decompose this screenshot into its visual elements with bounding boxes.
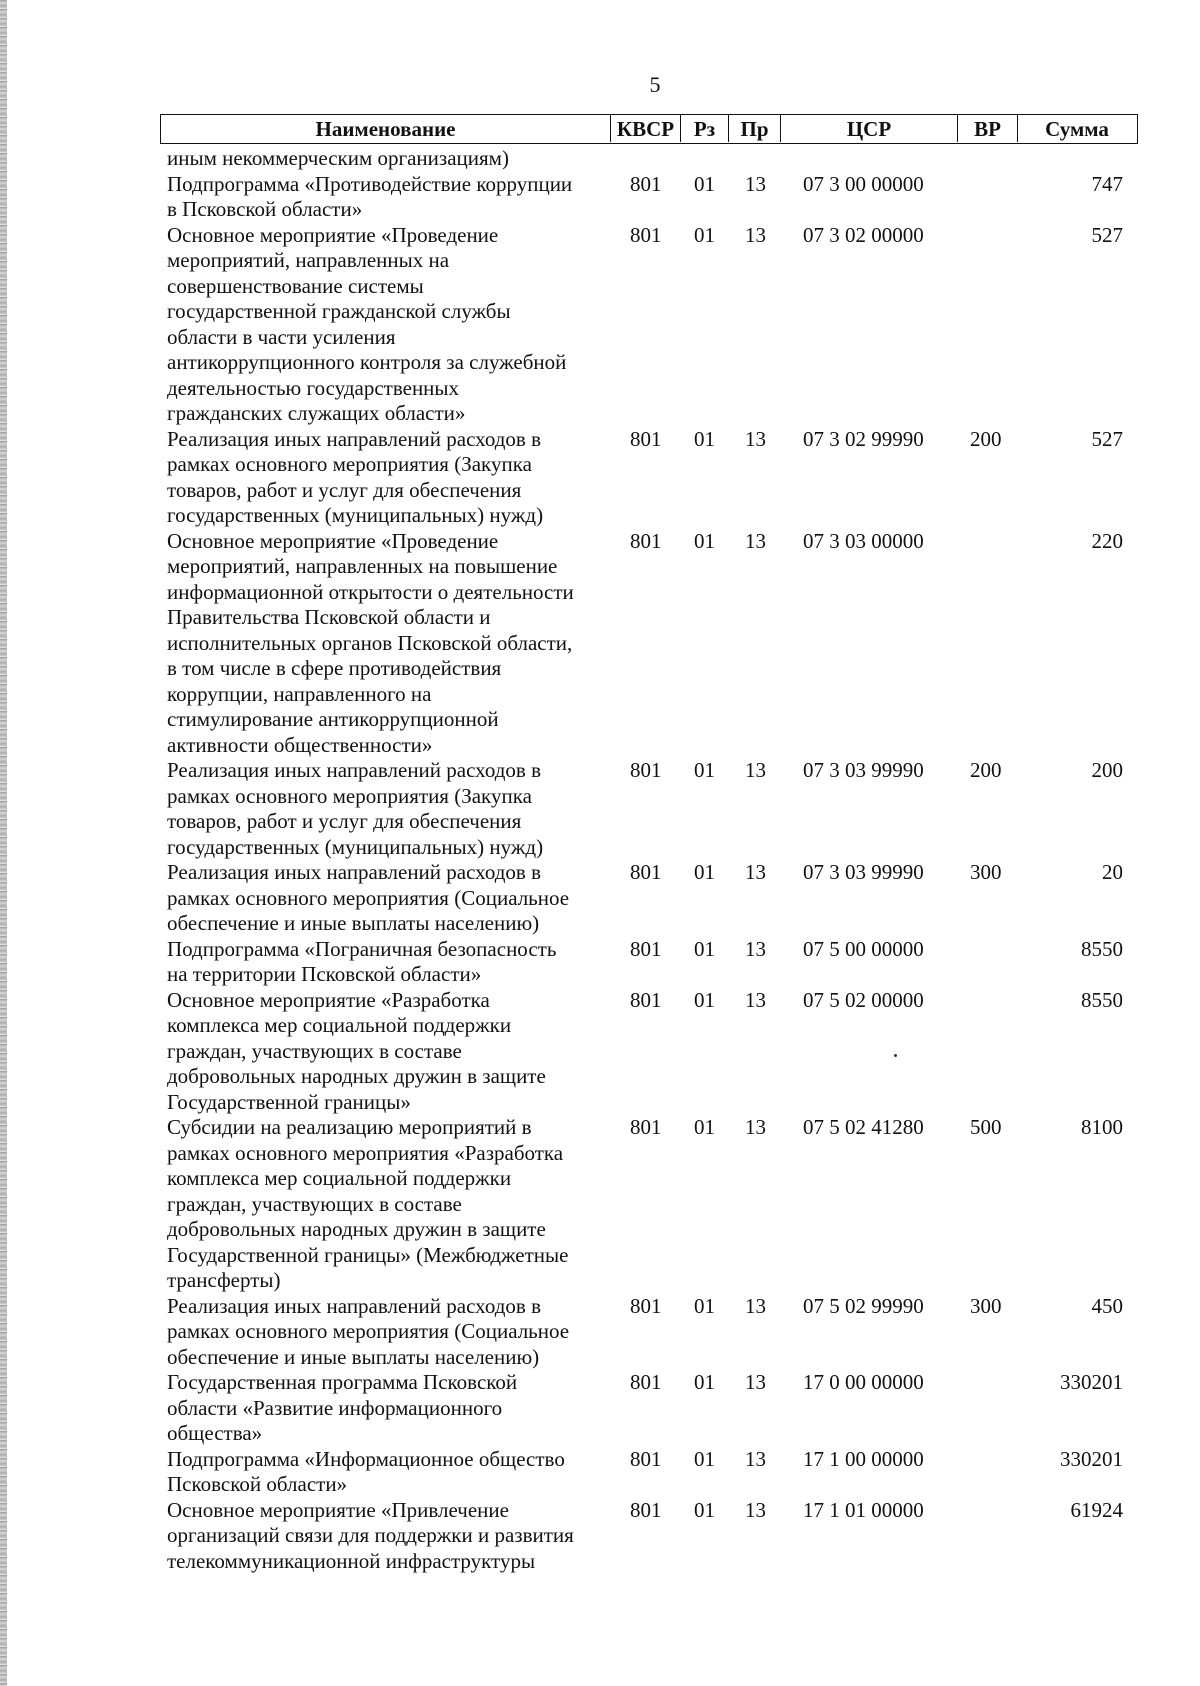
cell-sum: 61924: [1070, 1497, 1123, 1522]
header-rz: Рз: [681, 115, 729, 142]
row-name-line: Подпрограмма «Пограничная безопасность: [167, 936, 557, 961]
row-name-line: мероприятий, направленных на повышение: [167, 554, 558, 578]
cell-pr: 13: [745, 987, 766, 1012]
cell-rz: 01: [694, 171, 715, 196]
row-name-line: рамках основного мероприятия (Социальное: [167, 1319, 570, 1343]
row-name-line: информационной открытости о деятельности: [167, 579, 574, 604]
row-name-line: товаров, работ и услуг для обеспечения: [167, 477, 522, 502]
table-header: [160, 114, 1138, 144]
row-name-line: рамках основного мероприятия (Закупка: [167, 452, 532, 476]
row-name-line: Государственной границы» (Межбюджетные: [167, 1242, 569, 1267]
row-name-line: Псковской области»: [167, 1472, 348, 1496]
cell-vr: 200: [970, 426, 1002, 451]
cell-rz: 01: [694, 426, 715, 451]
table-row: [0, 988, 1200, 1116]
cell-sum: 8550: [1081, 936, 1123, 961]
row-name-line: граждан, участвующих в составе: [167, 1038, 462, 1063]
row-name-line: гражданских служащих области»: [167, 401, 466, 425]
cell-rz: 01: [694, 528, 715, 553]
row-name-line: Основное мероприятие «Разработка: [167, 987, 490, 1012]
cell-pr: 13: [745, 860, 766, 884]
row-name: [167, 937, 607, 988]
cell-csr: 07 5 02 99990: [803, 1293, 924, 1318]
table-row: [0, 223, 1200, 427]
header-pr: Пр: [729, 115, 781, 142]
row-name: [167, 427, 607, 529]
cell-rz: 01: [694, 1293, 715, 1318]
cell-csr: 07 5 00 00000: [803, 936, 924, 961]
cell-csr: 07 3 02 99990: [803, 426, 924, 451]
cell-pr: 13: [745, 1293, 766, 1318]
cell-kvsr: 801: [630, 1115, 662, 1139]
cell-pr: 13: [745, 1446, 766, 1471]
table-row: [0, 1115, 1200, 1294]
cell-rz: 01: [694, 1446, 715, 1471]
table-row: [0, 1370, 1200, 1447]
row-name-line: обеспечение и иные выплаты населению): [167, 1344, 540, 1369]
row-name-line: телекоммуникационной инфраструктуры: [167, 1548, 536, 1573]
cell-kvsr: 801: [630, 222, 662, 247]
row-name: [167, 1115, 607, 1294]
row-name-line: граждан, участвующих в составе: [167, 1191, 462, 1216]
cell-sum: 8100: [1081, 1115, 1123, 1139]
cell-kvsr: 801: [630, 936, 662, 961]
cell-csr: 17 1 00 00000: [803, 1446, 924, 1471]
row-name-line: Государственная программа Псковской: [167, 1370, 518, 1394]
row-name-line: Основное мероприятие «Проведение: [167, 528, 499, 553]
row-name-line: в Псковской области»: [167, 197, 363, 221]
row-name-line: активности общественности»: [167, 732, 433, 757]
cell-sum: 220: [1091, 528, 1123, 553]
table-row: [0, 860, 1200, 937]
cell-csr: 07 3 03 99990: [803, 758, 924, 782]
row-name: [167, 1447, 607, 1498]
cell-rz: 01: [694, 1370, 715, 1394]
row-name-line: в том числе в сфере противодействия: [167, 656, 502, 680]
cell-rz: 01: [694, 1115, 715, 1139]
cell-pr: 13: [745, 1115, 766, 1139]
table-body: [0, 146, 1200, 1574]
cell-csr: 17 1 01 00000: [803, 1497, 924, 1522]
header-name: Наименование: [161, 115, 611, 142]
cell-csr: 17 0 00 00000: [803, 1370, 924, 1394]
cell-vr: 300: [970, 1293, 1002, 1318]
row-name-line: исполнительных органов Псковской области,: [167, 630, 573, 655]
cell-sum: 527: [1091, 222, 1123, 247]
cell-pr: 13: [745, 426, 766, 451]
cell-kvsr: 801: [630, 1446, 662, 1471]
cell-pr: 13: [745, 1497, 766, 1522]
row-name-line: Основное мероприятие «Проведение: [167, 222, 499, 247]
cell-csr: 07 3 03 00000: [803, 528, 924, 553]
cell-pr: 13: [745, 936, 766, 961]
cell-rz: 01: [694, 758, 715, 782]
row-name-line: коррупции, направленного на: [167, 681, 432, 706]
cell-kvsr: 801: [630, 426, 662, 451]
cell-csr: 07 3 02 00000: [803, 222, 924, 247]
cell-sum: 330201: [1060, 1446, 1123, 1471]
row-name-line: обеспечение и иные выплаты населению): [167, 911, 540, 935]
cell-rz: 01: [694, 860, 715, 884]
cell-kvsr: 801: [630, 171, 662, 196]
page-number: 5: [649, 72, 661, 97]
cell-vr: 300: [970, 860, 1002, 884]
cell-kvsr: 801: [630, 758, 662, 782]
row-name: [167, 1294, 607, 1371]
row-name: [167, 529, 607, 759]
row-name-line: товаров, работ и услуг для обеспечения: [167, 809, 522, 833]
cell-pr: 13: [745, 171, 766, 196]
row-name-line: стимулирование антикоррупционной: [167, 707, 499, 731]
row-name-line: рамках основного мероприятия (Социальное: [167, 885, 570, 910]
scan-speck: [894, 1054, 897, 1057]
header-csr: ЦСР: [781, 115, 958, 142]
row-name-line: Субсидии на реализацию мероприятий в: [167, 1115, 532, 1139]
cell-sum: 330201: [1060, 1370, 1123, 1394]
row-name: [167, 988, 607, 1116]
cell-sum: 450: [1091, 1293, 1123, 1318]
row-name: [167, 223, 607, 427]
row-name: [167, 1370, 607, 1447]
row-name: [167, 860, 607, 937]
table-row: [0, 937, 1200, 988]
table-row: [0, 1294, 1200, 1371]
row-name-line: области в части усиления: [167, 324, 396, 349]
cell-vr: 200: [970, 758, 1002, 782]
row-name-line: государственных (муниципальных) нужд): [167, 834, 544, 859]
row-name-line: общества»: [167, 1421, 263, 1445]
row-name-line: комплекса мер социальной поддержки: [167, 1166, 512, 1190]
cell-csr: 07 5 02 41280: [803, 1115, 924, 1139]
row-name-line: государственной гражданской службы: [167, 299, 511, 323]
row-name-line: трансферты): [167, 1268, 281, 1292]
row-name-line: Реализация иных направлений расходов в: [167, 1293, 542, 1318]
cell-csr: 07 5 02 00000: [803, 987, 924, 1012]
cell-kvsr: 801: [630, 528, 662, 553]
row-name-line: на территории Псковской области»: [167, 962, 482, 986]
table-row: [0, 172, 1200, 223]
continuation-row: [0, 146, 1200, 172]
row-name-line: мероприятий, направленных на: [167, 248, 450, 272]
cell-vr: 500: [970, 1115, 1002, 1139]
cell-sum: 527: [1091, 426, 1123, 451]
row-name-line: совершенствование системы: [167, 273, 424, 298]
table-row: [0, 529, 1200, 759]
row-name-line: комплекса мер социальной поддержки: [167, 1013, 512, 1037]
table-row: [0, 427, 1200, 529]
cell-rz: 01: [694, 222, 715, 247]
row-name: [167, 1498, 607, 1575]
cell-kvsr: 801: [630, 1293, 662, 1318]
row-name-line: добровольных народных дружин в защите: [167, 1217, 546, 1241]
row-name-line: Реализация иных направлений расходов в: [167, 426, 542, 451]
row-name: [167, 172, 607, 223]
cell-csr: 07 3 03 99990: [803, 860, 924, 884]
row-name-line: Реализация иных направлений расходов в: [167, 860, 542, 884]
row-name-line: деятельностью государственных: [167, 375, 460, 400]
header-vr: ВР: [958, 115, 1018, 142]
row-name-line: добровольных народных дружин в защите: [167, 1064, 546, 1088]
row-name-line: Подпрограмма «Информационное общество: [167, 1446, 565, 1471]
row-name-line: организаций связи для поддержки и развития: [167, 1523, 574, 1547]
row-name-line: Подпрограмма «Противодействие коррупции: [167, 171, 573, 196]
row-name-line: рамках основного мероприятия (Закупка: [167, 783, 532, 808]
cell-rz: 01: [694, 1497, 715, 1522]
cell-kvsr: 801: [630, 860, 662, 884]
header-kvsr: КВСР: [611, 115, 681, 142]
cell-csr: 07 3 00 00000: [803, 171, 924, 196]
table-row: [0, 1498, 1200, 1575]
row-name-line: Государственной границы»: [167, 1089, 411, 1114]
cell-sum: 200: [1091, 758, 1123, 782]
cell-sum: 8550: [1081, 987, 1123, 1012]
cell-sum: 20: [1102, 860, 1123, 884]
cell-kvsr: 801: [630, 1370, 662, 1394]
cell-kvsr: 801: [630, 987, 662, 1012]
row-name-line: антикоррупционного контроля за служебной: [167, 350, 567, 374]
row-name-line: государственных (муниципальных) нужд): [167, 503, 544, 527]
table-row: [0, 758, 1200, 860]
table-row: [0, 1447, 1200, 1498]
continuation-text: иным некоммерческим организациям): [167, 146, 509, 170]
cell-pr: 13: [745, 1370, 766, 1394]
cell-rz: 01: [694, 936, 715, 961]
row-name-line: Основное мероприятие «Привлечение: [167, 1497, 509, 1522]
row-name-line: Реализация иных направлений расходов в: [167, 758, 542, 782]
header-sum: Сумма: [1045, 117, 1109, 141]
row-name-line: Правительства Псковской области и: [167, 605, 491, 629]
row-name: [167, 758, 607, 860]
cell-rz: 01: [694, 987, 715, 1012]
cell-sum: 747: [1091, 171, 1123, 196]
cell-pr: 13: [745, 758, 766, 782]
row-name-line: области «Развитие информационного: [167, 1395, 503, 1420]
row-name-line: рамках основного мероприятия «Разработка: [167, 1140, 564, 1165]
cell-kvsr: 801: [630, 1497, 662, 1522]
cell-pr: 13: [745, 222, 766, 247]
cell-pr: 13: [745, 528, 766, 553]
